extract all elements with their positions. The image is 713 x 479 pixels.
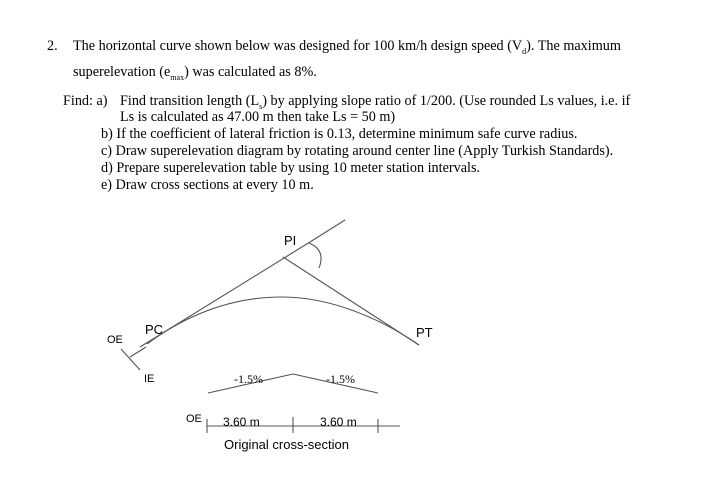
ie-label: IE <box>144 373 155 385</box>
cross-section-caption: Original cross-section <box>224 437 349 452</box>
pc-label: PC <box>145 322 164 337</box>
deflection-angle-arc <box>309 243 321 268</box>
horizontal-curve <box>147 297 419 345</box>
right-width-label: 3.60 m <box>320 415 357 429</box>
find-item-c: c) Draw superelevation diagram by rotating around center line (Apply Turkish Standards). <box>101 143 614 159</box>
left-slope-label: -1.5% <box>234 372 263 386</box>
intro-line2-text-b: ) was calculated as 8%. <box>184 64 317 80</box>
intro-line1-text-b: ). The maximum <box>526 38 621 54</box>
question-number: 2. <box>47 38 58 54</box>
left-width-label: 3.60 m <box>223 415 260 429</box>
intro-line1-sub: d <box>522 47 527 56</box>
intro-line1-text-a: The horizontal curve shown below was designed for 100 km/h design speed (V <box>73 38 523 54</box>
find-a-text-a: Find transition length (L <box>120 93 260 109</box>
find-item-d: d) Prepare superelevation table by using 10 meter station intervals. <box>101 160 481 176</box>
find-a-sub: s <box>259 102 263 111</box>
right-slope-label: -1.5% <box>326 372 355 386</box>
find-item-a-line2: Ls is calculated as 47.00 m then take Ls = 50 m) <box>120 109 396 125</box>
find-label: Find: a) <box>63 93 108 109</box>
oe-label: OE <box>107 334 123 346</box>
intro-line2-sub: max <box>170 73 185 82</box>
find-a-text-b: ) by applying slope ratio of 1/200. (Use rounded Ls values, i.e. if <box>262 93 631 109</box>
pi-label: PI <box>284 233 297 248</box>
find-item-b: b) If the coefficient of lateral friction is 0.13, determine minimum safe curve radius. <box>101 126 578 142</box>
intro-line2-text-a: superelevation (e <box>73 64 171 80</box>
find-item-e: e) Draw cross sections at every 10 m. <box>101 177 314 193</box>
cross-section-oe-label: OE <box>186 413 202 425</box>
pt-label: PT <box>416 325 433 340</box>
pc-cross-tick-2 <box>130 347 146 357</box>
tangent-extension-line <box>310 220 345 242</box>
